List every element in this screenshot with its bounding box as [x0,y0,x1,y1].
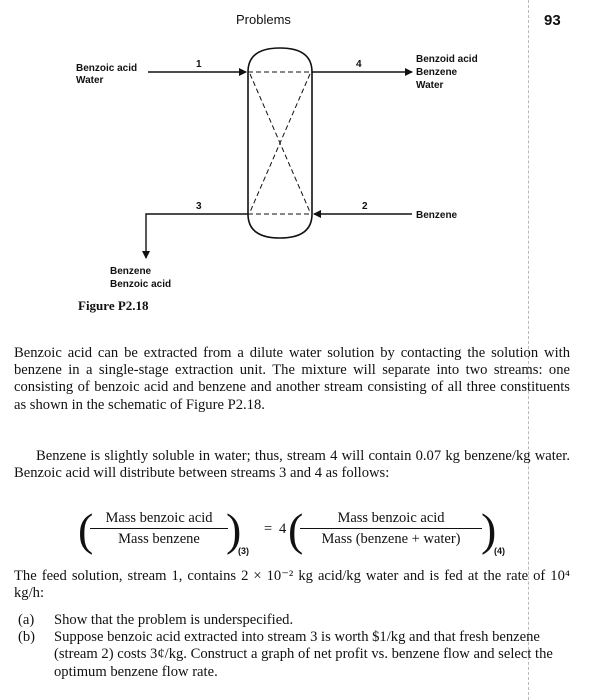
page-header-title: Problems [236,12,291,27]
stream-4-number: 4 [356,59,362,70]
stream-4-label-line-1: Benzoid acid [416,54,478,65]
stream-4-label-line-2: Benzene [416,67,458,78]
stream-1-label-line-1: Benzoic acid [76,63,138,74]
right-denominator: Mass (benzene + water) [321,531,461,547]
paragraph-intro: Benzoic acid can be extracted from a dilute water solution by contacting the solution with benzene in a single-stage extraction unit. The mixture will separate into two streams: one consisting of benzoic acid and benzene and another stream consisting of all three constituents as shown in the schematic of Figure P2.18. [14,345,570,413]
left-close-paren: ) [226,504,242,555]
question-list [14,612,570,681]
stream-3-label-line-2: Benzoic acid [110,279,172,290]
right-close-paren: ) [481,504,497,555]
paragraph-feed: The feed solution, stream 1, contains 2 × 10⁻² kg acid/kg water and is fed at the rate of 10⁴ kg/h: [14,568,570,602]
coefficient: 4 [279,521,287,537]
stream-2-label: Benzene [416,210,458,221]
right-fraction [300,510,482,548]
question-marker-a: (a) [18,612,35,628]
question-item-b [14,629,570,681]
question-text-a: Show that the problem is underspecified. [54,612,294,628]
left-fraction [90,510,228,548]
stream-3-label-line-1: Benzene [110,266,152,277]
stream-4-label-line-3: Water [416,80,444,91]
left-open-paren: ( [78,504,94,555]
left-subscript: (3) [238,546,249,556]
question-text-b: Suppose benzoic acid extracted into stream 3 is worth $1/kg and that fresh benzene (stream 2) costs 3¢/kg. Construct a graph of net profit vs. benzene flow and select the optimum benzene flow rate. [54,629,553,680]
stream-1-number: 1 [196,59,202,70]
left-numerator: Mass benzoic acid [90,510,228,529]
question-marker-b: (b) [18,629,36,646]
right-numerator: Mass benzoic acid [300,510,482,529]
equals-sign: = [264,521,273,537]
distribution-equation [78,506,538,560]
stream-3-number: 3 [196,201,202,212]
page-number: 93 [544,12,561,29]
question-item-a [14,612,570,629]
stream-1-label-line-2: Water [76,75,104,86]
right-open-paren: ( [288,504,304,555]
extraction-unit-diagram [0,0,596,300]
figure-caption: Figure P2.18 [78,298,149,313]
right-subscript: (4) [494,546,505,556]
paragraph-solubility: Benzene is slightly soluble in water; thus, stream 4 will contain 0.07 kg benzene/kg water. Benzoic acid will distribute between streams 3 and 4 as follows: [14,448,570,482]
left-denominator: Mass benzene [118,531,200,547]
stream-2-number: 2 [362,201,368,212]
stream-3-line [146,214,248,258]
